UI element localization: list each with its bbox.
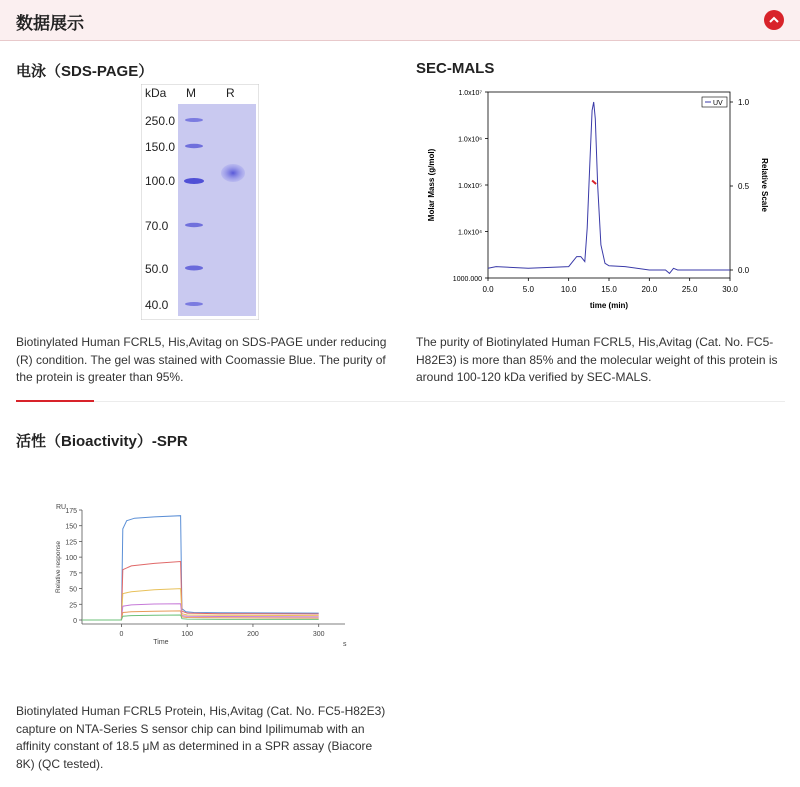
sec-x-tick-label: 20.0: [641, 285, 658, 294]
marker-label: 150.0: [145, 140, 176, 154]
sec-x-tick-label: 15.0: [601, 285, 617, 294]
sec-y2-tick-label: 0.0: [738, 266, 750, 275]
spr-y-tick-label: 25: [69, 602, 77, 610]
sec-x-tick-label: 0.0: [482, 285, 494, 294]
sec-molar-mass-series: [592, 181, 596, 185]
sec-caption: The purity of Biotinylated Human FCRL5, His,Avitag (Cat. No. FC5-H82E3) is more than 85% and the molecular weight of this protein is around 100-120 kDa verified by SEC-MALS.: [416, 335, 778, 384]
spr-y-tick-label: 125: [65, 539, 77, 547]
marker-band: [185, 266, 203, 271]
lane-label-m: M: [186, 86, 196, 100]
spr-x-tick-label: 200: [247, 631, 259, 638]
sec-y-tick-label: 1000.000: [452, 276, 482, 283]
marker-band: [185, 223, 203, 227]
spr-x-tick-label: 300: [312, 631, 325, 638]
spr-y-tick-label: 150: [65, 523, 77, 531]
spr-y-axis-label: Relative response: [55, 540, 62, 594]
marker-band: [184, 178, 204, 184]
spr-caption: Biotinylated Human FCRL5 Protein, His,Avitag (Cat. No. FC5-H82E3) capture on NTA-Series S sensor chip can bind Ipilimumab with an affinity constant of 18.5 μM as determined in a SPR assay (Biacore 8K) (QC tested).: [16, 704, 386, 771]
spr-x-unit: s: [343, 641, 347, 648]
spr-x-tick-label: 100: [181, 631, 194, 638]
sec-mals-svg: [424, 84, 774, 320]
spr-y-tick-label: 75: [69, 570, 77, 578]
gel-figure: [141, 84, 259, 320]
marker-label: 50.0: [145, 262, 169, 276]
lane-label-r: R: [226, 86, 235, 100]
sec-x-tick-label: 25.0: [681, 285, 698, 294]
marker-label: 100.0: [145, 174, 176, 188]
spr-y-unit: RU: [56, 504, 67, 511]
sec-y2-axis-label: Relative Scale: [760, 158, 769, 212]
sec-y-tick-label: 1.0x10⁷: [458, 90, 482, 97]
sample-band: [221, 164, 245, 182]
spr-y-tick-label: 50: [69, 586, 77, 594]
sec-legend-label: UV: [713, 100, 723, 107]
gel-unit-label: kDa: [145, 86, 167, 100]
chevron-up-icon[interactable]: [764, 10, 784, 30]
sec-x-tick-label: 30.0: [722, 285, 738, 294]
sec-x-tick-label: 5.0: [522, 285, 534, 294]
spr-chart: [40, 498, 360, 657]
spr-x-tick-label: 0: [119, 631, 124, 638]
spr-title: 活性（Bioactivity）-SPR: [16, 433, 188, 450]
marker-label: 40.0: [145, 298, 169, 312]
sec-y2-tick-label: 1.0: [738, 98, 750, 107]
sec-x-axis-label: time (min): [589, 301, 629, 310]
sec-x-tick-label: 10.0: [560, 285, 577, 294]
spr-svg: [40, 498, 360, 652]
sds-page-title: 电泳（SDS-PAGE）: [16, 63, 154, 80]
header-title: 数据展示: [16, 14, 84, 33]
section-divider: [16, 401, 785, 402]
spr-y-tick-label: 100: [65, 555, 77, 563]
sec-y-axis-label: Molar Mass (g/mol): [427, 148, 436, 222]
spr-y-tick-label: 0: [73, 618, 77, 625]
spr-series-conc-3: [82, 589, 319, 620]
marker-label: 70.0: [145, 219, 169, 233]
marker-label: 250.0: [145, 114, 176, 128]
sec-y-tick-label: 1.0x10⁵: [458, 183, 482, 190]
sds-caption: Biotinylated Human FCRL5, His,Avitag on SDS-PAGE under reducing (R) condition. The gel was stained with Coomassie Blue. The purity of the protein is greater than 95%.: [16, 335, 387, 384]
sec-y2-tick-label: 0.5: [738, 182, 750, 191]
marker-band: [185, 144, 203, 148]
sec-y-tick-label: 1.0x10⁴: [457, 229, 482, 237]
data-display-header: [0, 0, 800, 41]
sec-mals-chart: [424, 84, 774, 325]
sec-uv-series: [488, 102, 730, 273]
spr-series-conc-1: [82, 516, 319, 620]
sds-gel-image: [141, 84, 259, 325]
marker-band: [185, 118, 203, 122]
sec-plot-frame: [488, 92, 730, 278]
section-divider-accent: [16, 400, 94, 402]
spr-y-tick-label: 175: [65, 508, 77, 515]
sec-mals-title: SEC-MALS: [416, 60, 495, 77]
spr-x-axis-label: Time: [153, 639, 169, 646]
marker-band: [185, 302, 203, 306]
sec-y-tick-label: 1.0x10⁶: [458, 136, 482, 144]
spr-series-conc-2: [82, 562, 319, 621]
